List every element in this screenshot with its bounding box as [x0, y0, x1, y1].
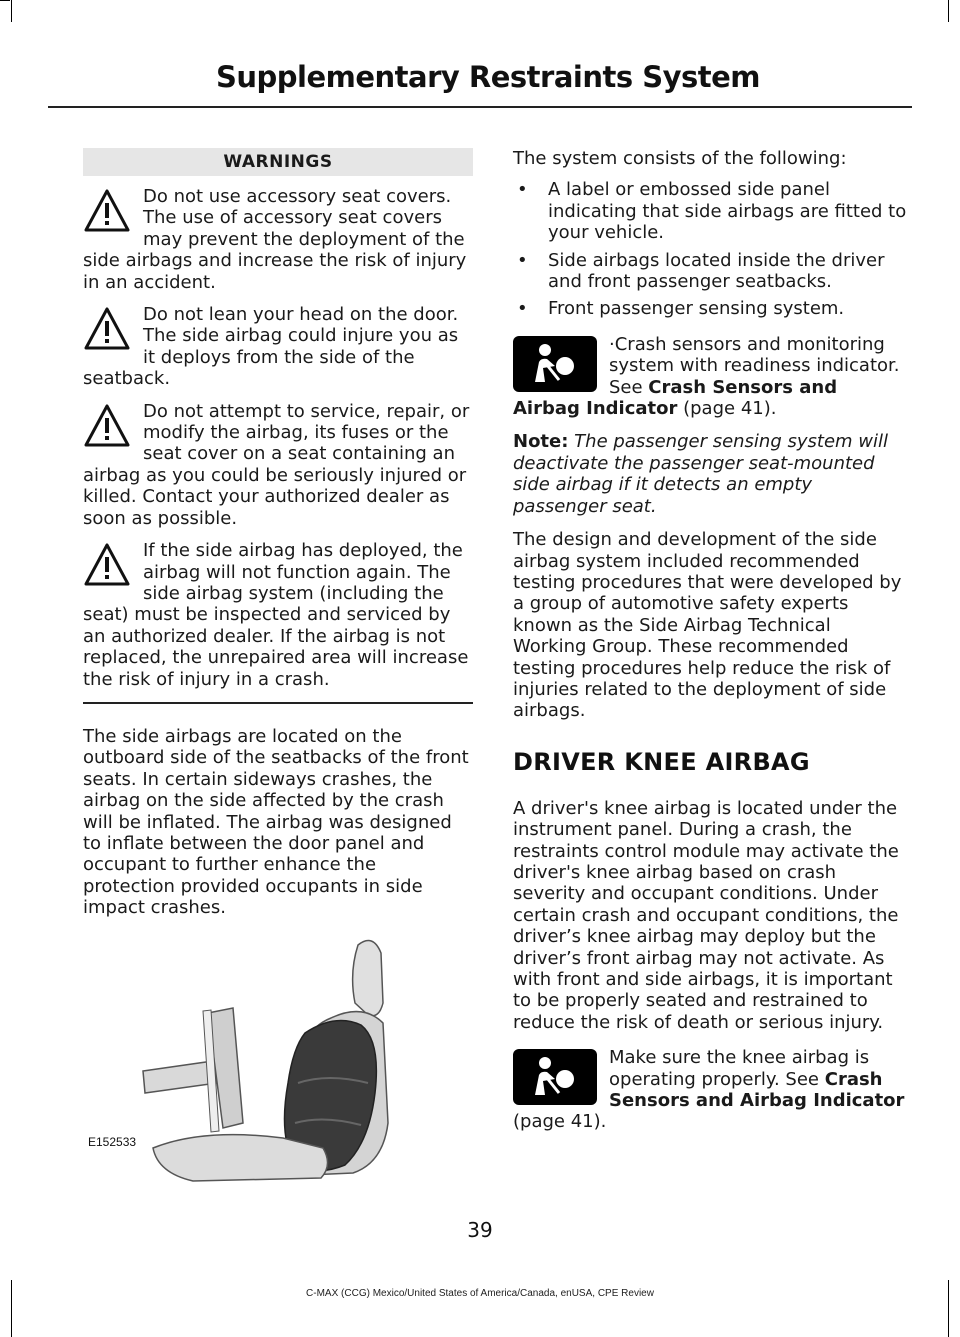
note-paragraph [513, 431, 908, 517]
page-title: Supplementary Restraints System [215, 60, 760, 94]
knee-airbag-paragraph: A driver's knee airbag is located under the instrument panel. During a crash, the restraints control module may activate the driver's knee airbag based on crash severity and occupant conditions. Under certain crash and occupant conditions, the driver’s knee airbag may deploy but the driver’s front airbag may not activate. As with front and side airbags, it is important to be properly seated and restrained to reduce the risk of death or serious injury. [513, 797, 899, 1033]
crash-sensors-link[interactable]: Crash Sensors and Airbag Indicator [609, 1068, 905, 1112]
crash-sensors-desc: ·Crash sensors and monitoring system with readiness indicator. See [609, 333, 900, 398]
crash-sensors-link[interactable]: Crash Sensors and Airbag Indicator [513, 376, 838, 420]
bullet: • [517, 179, 528, 201]
system-components-list [513, 179, 908, 319]
side-airbag-paragraph: The side airbags are located on the outboard side of the seatbacks of the front seats. In certain sideways crashes, the airbag on the side affected by the crash will be inflated. The airbag was designed to inflate between the door panel and occupant to further enhance the protection provided occupants in side impact crashes. [83, 725, 469, 919]
right-column [513, 148, 908, 1133]
note-label: Note: [513, 431, 569, 453]
warning-triangle-icon [83, 306, 131, 352]
seat-illustration-svg [83, 933, 473, 1183]
warning-text: Do not use accessory seat covers. The use of accessory seat covers may prevent the deployment of the side airbags and increase the risk of injury in an accident. [83, 186, 467, 293]
system-intro: The system consists of the following: [513, 148, 847, 169]
page-ref: (page 41). [513, 1111, 607, 1133]
design-paragraph: The design and development of the side airbag system included recommended testing procedures that were developed by a group of automotive safety experts known as the Side Airbag Technical Working Group. These recommended testing procedures help reduce the risk of injuries related to the deployment of side airbags. [513, 529, 902, 722]
list-item [513, 298, 908, 319]
note-text: The passenger sensing system will deactivate the passenger seat-mounted side airbag if it detects an empty passenger seat. [513, 431, 889, 517]
bullet: • [517, 249, 528, 271]
page-number: 39 [467, 1218, 493, 1242]
warning-text: Do not lean your head on the door. The side airbag could injure you as it deploys from the side of the seatback. [83, 304, 459, 390]
warning-text: If the side airbag has deployed, the airbag will not function again. The side airbag system (including the seat) must be inspected and serviced by an authorized dealer. If the airbag is not replaced, the unrepaired area will increase the risk of injury in a crash. [83, 540, 469, 690]
knee-check-block [513, 1047, 908, 1133]
warning-item [83, 401, 473, 529]
page-ref: (page 41). [677, 398, 777, 420]
airbag-warning-icon [513, 1049, 597, 1105]
header-rule [48, 106, 912, 108]
warning-item [83, 540, 473, 690]
figure-id: E152533 [88, 1134, 137, 1149]
airbag-warning-icon [513, 336, 597, 392]
warning-triangle-icon [83, 542, 131, 588]
bullet: • [517, 298, 528, 320]
list-item [513, 250, 908, 293]
warning-text: Do not attempt to service, repair, or modify the airbag, its fuses or the seat cover on a seat containing an airbag as you could be seriously injured or killed. Contact your authorized dealer as soon as possible. [83, 400, 470, 529]
warning-item [83, 304, 473, 390]
section-heading: DRIVER KNEE AIRBAG [513, 747, 810, 776]
crop-mark [11, 0, 12, 22]
list-item-text: Side airbags located inside the driver and front passenger seatbacks. [548, 249, 885, 293]
footer-text: C-MAX (CCG) Mexico/United States of America/Canada, enUSA, CPE Review [306, 1288, 654, 1299]
list-item [513, 179, 908, 243]
list-item-text: Front passenger sensing system. [548, 298, 845, 320]
crash-sensors-block [513, 334, 908, 420]
warning-item [83, 186, 473, 293]
side-airbag-seat-illustration [83, 933, 473, 1183]
list-item-text: A label or embossed side panel indicating that side airbags are fitted to your vehicle. [548, 179, 907, 244]
knee-check-desc: Make sure the knee airbag is operating properly. See [609, 1047, 870, 1090]
crop-mark [948, 0, 949, 22]
warning-triangle-icon [83, 403, 131, 449]
crop-mark [0, 0, 10, 1]
warnings-heading: WARNINGS [83, 148, 473, 176]
warning-triangle-icon [83, 188, 131, 234]
left-column [83, 148, 473, 1183]
warnings-end-rule [83, 702, 473, 704]
